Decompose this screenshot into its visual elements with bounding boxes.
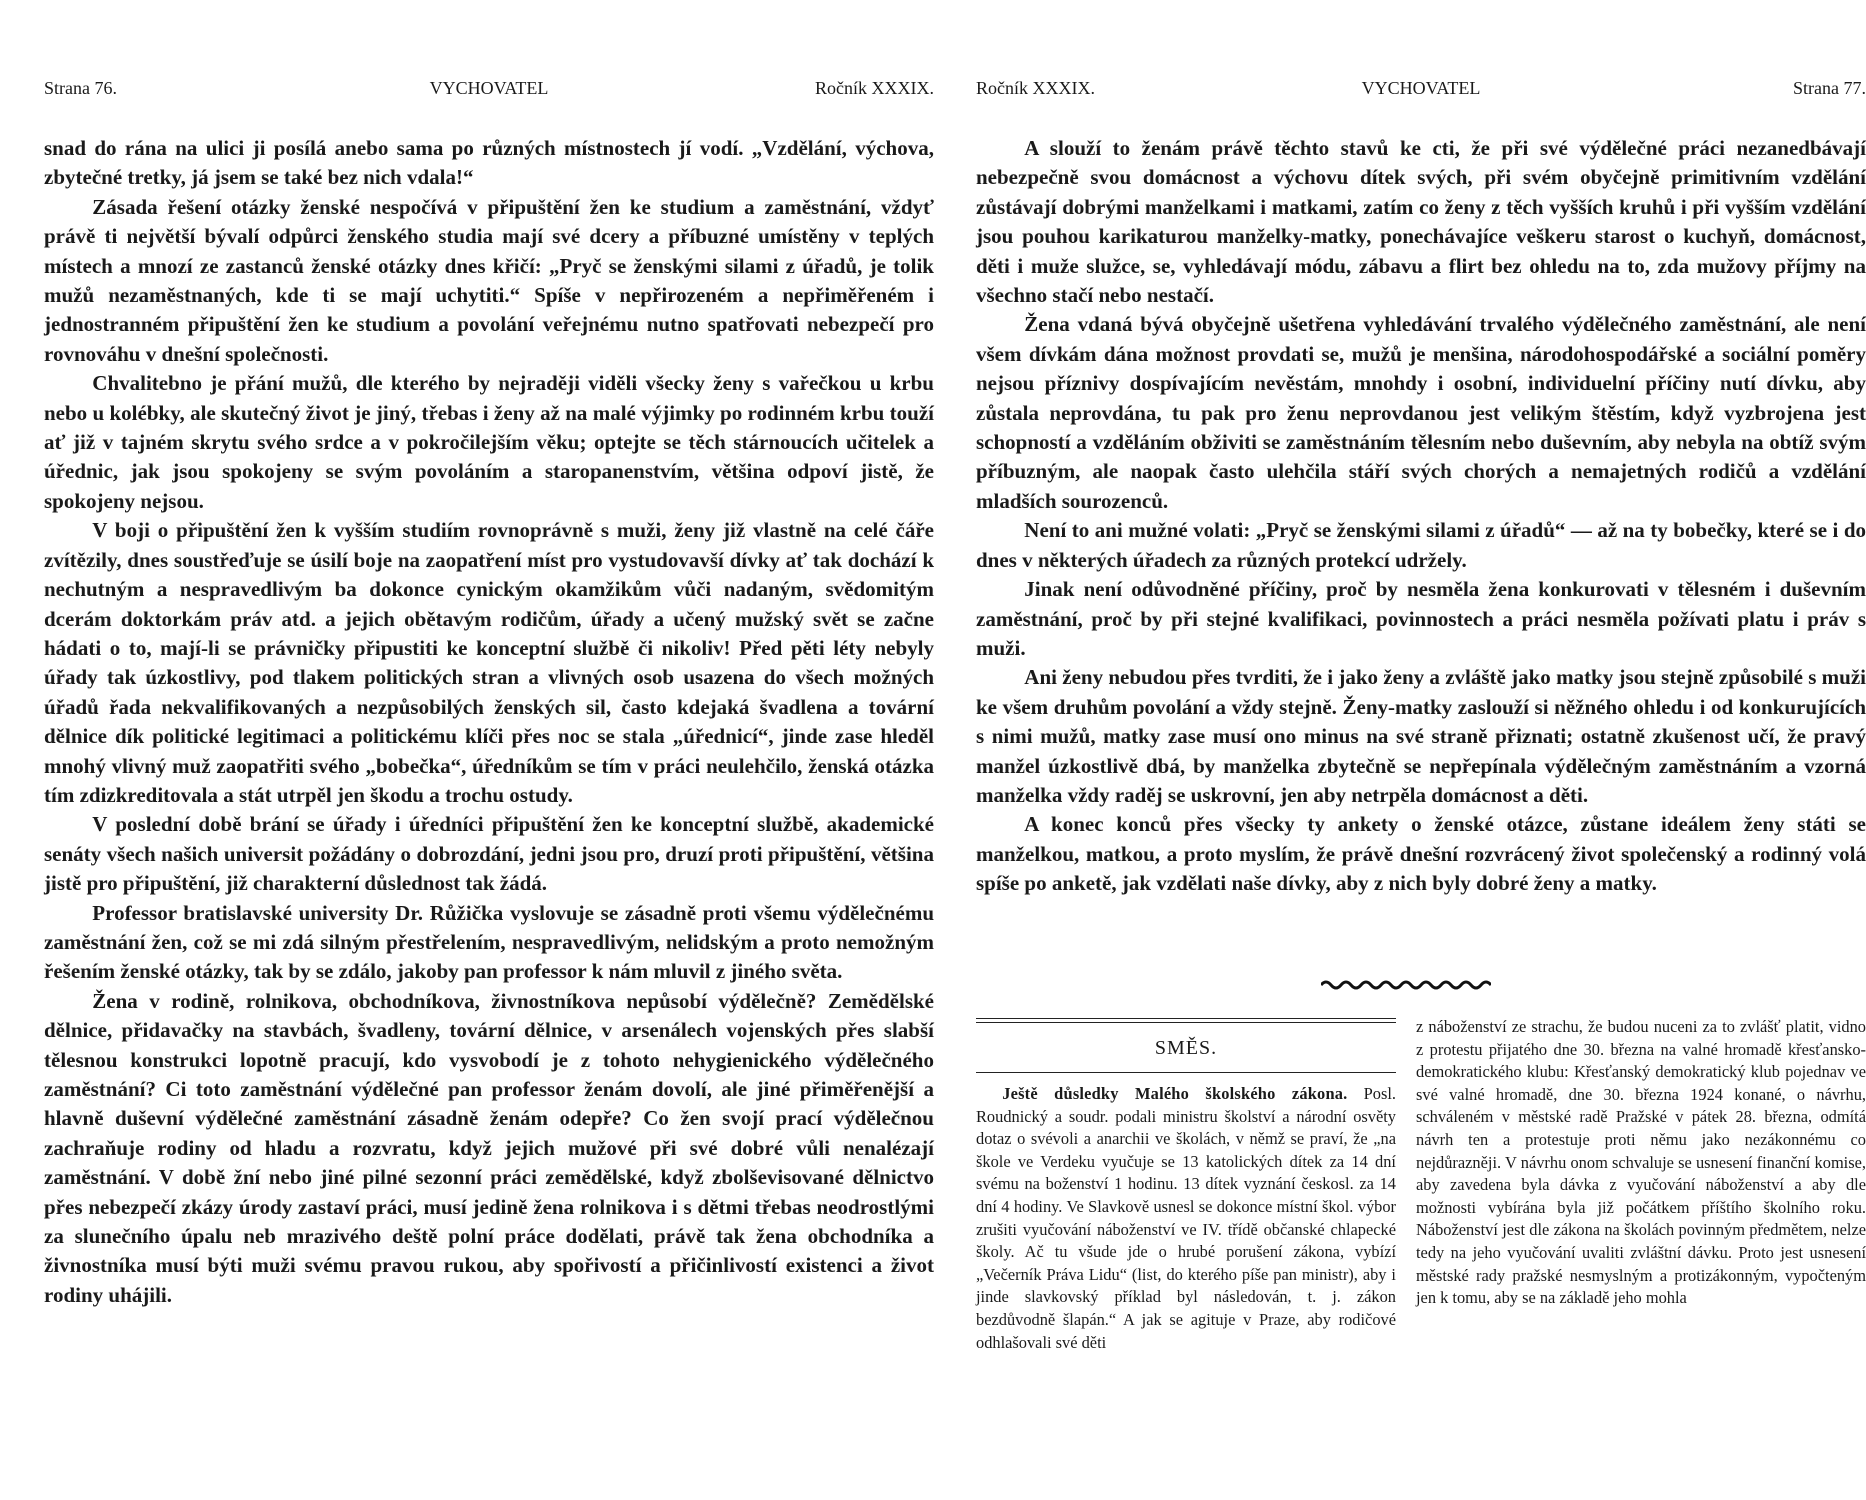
page-header [976,78,1866,108]
paragraph: Není to ani mužné volati: „Pryč se ženskými silami z úřadů“ — až na ty bobečky, které se i do dnes v některých úřadech za různých protekcí udržely. [976,518,1866,572]
smes-column-left [976,1016,1396,1354]
smes-section [976,1016,1866,1476]
paragraph: Žena v rodině, rolnikova, obchodníkova, živnostníkova nepůsobí výdělečně? Zemědělské dělnice, přidavačky na stavbách, švadleny, tovární dělnice, v arsenálech vojenských přes slabší tělesnou konstrukci lopotně pracují, kdo vysvobodí je z tohoto nehygienického výdělečného zaměstnání? Ci toto zaměstnání výdělečné pan professor ženám dovolí, ale jiné přiměřenější a hlavně duševní výdělečné zaměstnání zásadně ženám odepře? Co žen svojí prací výdělečnou zachraňuje rodiny od hladu a rozvratu, když jejich mužové při své dobré vůli nenalézají zaměstnání. V době žní nebo jiné pilné sezonní práci zemědělské, když zbolševisované dělnictvo přes nebezpečí zkázy úrody zastaví práci, musí jedině žena rolnikova i s dětmi třebas neodrostlými za slunečního úpalu neb mrazivého deště polní práce dodělati, právě tak žena obchodníka a živnostníka musí býti muži svému pravou rukou, aby spořivostí a přičinlivostí existenci a život rodiny uhájili. [44,988,934,1307]
article-body [976,134,1866,899]
paragraph: V boji o připuštění žen k vyšším studiím rovnoprávně s muži, ženy již vlastně na celé čáře zvítězily, dnes soustřeďuje se úsilí boje na zaopatření míst pro vystudovavší dívky ať tak dochází k nechutným a nespravedlivým ba dokonce cynickým okamžikům vůči nadaným, svědomitým dcerám doktorkám práv atd. a jejich obětavým rodičům, úřady a učený mužský svět se začne hádati o to, mají-li se právničky připustiti ke konceptní službě či nikoliv! Před pěti léty nebyly úřady tak úzkostlivy, pod tlakem politických stran a vlivných osob usazena do všech možných úřadů řada nekvalifikovaných a nezpůsobilých ženských sil, často kdejaká švadlena a tovární dělnice dík politické legitimaci a politickému klíči přes noc se stala „úřednicí“, jinde zase hleděl mnohý vlivný muž zaopatřiti svého „bobečka“, úředníkům se tím v práci neulehčilo, ženská otázka tím zdizkreditovala a stát utrpěl jen škodu a trochu ostudy. [44,518,934,807]
paragraph: A slouží to ženám právě těchto stavů ke cti, že při své výdělečné práci nezanedbávají nebezpečně svou domácnost a výchovu dítek svých, při svém obyčejně primitivním vzdělání zůstávají dobrými manželkami i matkami, zatím co ženy z těch vyšších kruhů i při vyšším vzdělání jsou pouhou karikaturou manželky-matky, ponechávajíce veškeru starost o kuchyň, domácnost, děti i muže služce, se, vyhledávají módu, zábavu a flirt bez ohledu na to, zda mužovy příjmy na všechno stačí nebo nestačí. [976,136,1866,308]
paragraph: Zásada řešení otázky ženské nespočívá v připuštění žen ke studium a zaměstnání, vždyť právě ti největší bývalí odpůrci ženského studia mají své dcery a příbuzné umístěny v teplých místech a mnozí ze zastanců ženské otázky dnes křičí: „Pryč se ženskými silami z úřadů, je tolik mužů nezaměstnaných, kde ti se mají uchytiti.“ Spíše v nepřirozeném a nepřiměřeném i jednostranném připuštění žen ke studium a povolání veřejnému nutno spatřovati nebezpečí pro rovnováhu v dnešní společnosti. [44,194,934,366]
paragraph: Chvalitebno je přání mužů, dle kterého by nejraději viděli všecky ženy s vařečkou u krbu nebo u kolébky, ale skutečný život je jiný, třebas i ženy až na malé výjimky po rodinném krbu touží ať již v tajném skrytu svého srdce a v pokročilejším věku; optejte se těch stárnoucích učitelek a úřednic, jak jsou spokojeny se svým povoláním a staropanenstvím, většina odpoví jistě, že spokojeny nejsou. [44,371,934,513]
journal-title: VYCHOVATEL [429,78,549,98]
volume-label: Ročník XXXIX. [815,78,934,98]
page-number: Strana 77. [1793,78,1866,98]
article-body [44,134,934,1310]
paragraph: Professor bratislavské university Dr. Růžička vyslovuje se zásadně proti všemu výdělečnému zaměstnání žen, což se mi zdá silným přestřelením, nespravedlivým, nelidským a proto nemožným řešením ženské otázky, tak by se zdálo, jakoby pan professor k nám mluvil z jiného světa. [44,900,934,984]
paragraph: Jinak není odůvodněné příčiny, proč by nesměla žena konkurovati v tělesném i duševním zaměstnání, proč by při stejné kvalifikaci, povinnostech a práci nesměla požívati platu i práv s muži. [976,577,1866,660]
paragraph: Ani ženy nebudou přes tvrditi, že i jako ženy a zvláště jako matky jsou stejně způsobilé s muži ke všem druhům povolání a vždy stejně. Ženy-matky zaslouží si něžného ohledu i od konkurujících s nimi mužů, matky zase musí ono minus na své straně přiznati; ostatně zkušenost učí, že pravý manžel úzkostlivě dbá, by manželka zbytečně se nepřepínala výdělečným zaměstnáním a vzorná manželka vždy raděj se uskrovní, jen aby netrpěla domácnost a děti. [976,665,1866,807]
section-title: SMĚS. [1154,1037,1218,1059]
news-item [976,1083,1396,1354]
volume-label: Ročník XXXIX. [976,78,1095,98]
news-headline: Ještě důsledky Malého školského zákona. [1002,1084,1348,1103]
paragraph: Žena vdaná bývá obyčejně ušetřena vyhledávání trvalého výdělečného zaměstnání, ale není všem dívkám dána možnost provdati se, mužů je menšina, národohospodářské a sociální poměry nejsou příznivy dospívajícím nevěstám, mnohdy i osobní, individuelní příčiny nutí dívku, aby zůstala neprovdána, tu pak pro ženu neprovdanou jest velikým štěstím, když vyzbrojena jest schopností a vzděláním obživiti se zaměstnáním tělesním nebo duševním, aby nebyla na obtíž svým příbuzným, ale naopak často ulehčila stáří svých chorých a nemajetných rodičů a vzdělání mladších sourozenců. [976,312,1866,513]
smes-column-right [1416,1016,1866,1310]
journal-title: VYCHOVATEL [1361,78,1481,98]
paragraph: V poslední době brání se úřady i úředníci připuštění žen ke konceptní službě, akademické senáty všech našich universit požádány o dobrozdání, jedni jsou pro, druzí proti připuštění, většina jistě pro připuštění, již charakterní důslednost tak žádá. [44,812,934,896]
paragraph: snad do rána na ulici ji posílá anebo sama po různých místnostech jí vodí. „Vzdělání, výchova, zbytečné tretky, já jsem se také bez nich vdala!“ [44,136,934,190]
news-text: Posl. Roudnický a soudr. podali ministru školství a národní osvěty dotaz o svévoli a anarchii ve školách, v němž se praví, že „na škole ve Verdeku vyučuje se 13 katolických dítek za 14 dní svému na boženství 1 hodinu. 13 dítek vyznání českosl. za 14 dní 4 hodiny. Ve Slavkově usnesl se dokonce místní škol. výbor zrušiti vyučování náboženství ve IV. třídě občanské chlapecké školy. Ač tu všude jde o hrubé porušení zákona, vybízí „Večerník Práva Lidu“ (list, do kterého píše pan ministr), aby i jinde slavkovský příklad byl následován, t. j. zákon bezdůvodně šlapán.“ A jak se agituje v Praze, aby rodičové odhlašovali své děti [976,1084,1396,1352]
paragraph: A konec konců přes všecky ty ankety o ženské otázce, zůstane ideálem ženy státi se manželkou, matkou, a proto myslím, že právě dnešní rozvrácený život společenský a rodinný volá spíše po anketě, jak vzdělati naše dívky, aby z nich byly dobré ženy a matky. [976,812,1866,896]
news-text: z náboženství ze strachu, že budou nuceni za to zvlášť platit, vidno z protestu přijatého dne 30. března na valné hromadě křesťansko-demokratického klubu: Křesťanský demokratický klub pojednav ve své valné hromadě, dne 30. března 1924 konané, o návrhu, schváleném v městské radě Pražské v pátek 28. března, odmítá návrh ten a protestuje proti němu jako nezákonnému co nejdůrazněji. V návrhu onom schvaluje se usnesení finanční komise, aby zavedena byla dávka z vyučování náboženství a aby dle možnosti vybírána byla již počátkem příštího školního roku. Náboženství jest dle zákona na školách povinným předmětem, nelze tedy na jeho vyučování uvaliti zvláštní dávku. Proto jest usnesení městské rady pražské nesmyslným a protizákonným, vypočteným jen k tomu, aby se na základě jeho mohla [1416,1017,1866,1308]
rule [976,1072,1396,1073]
page-header [44,78,934,108]
left-page [44,0,934,1500]
news-item-continued [1416,1016,1866,1310]
page-number: Strana 76. [44,78,117,98]
right-page [976,0,1866,1500]
wavy-divider [1321,978,1491,992]
